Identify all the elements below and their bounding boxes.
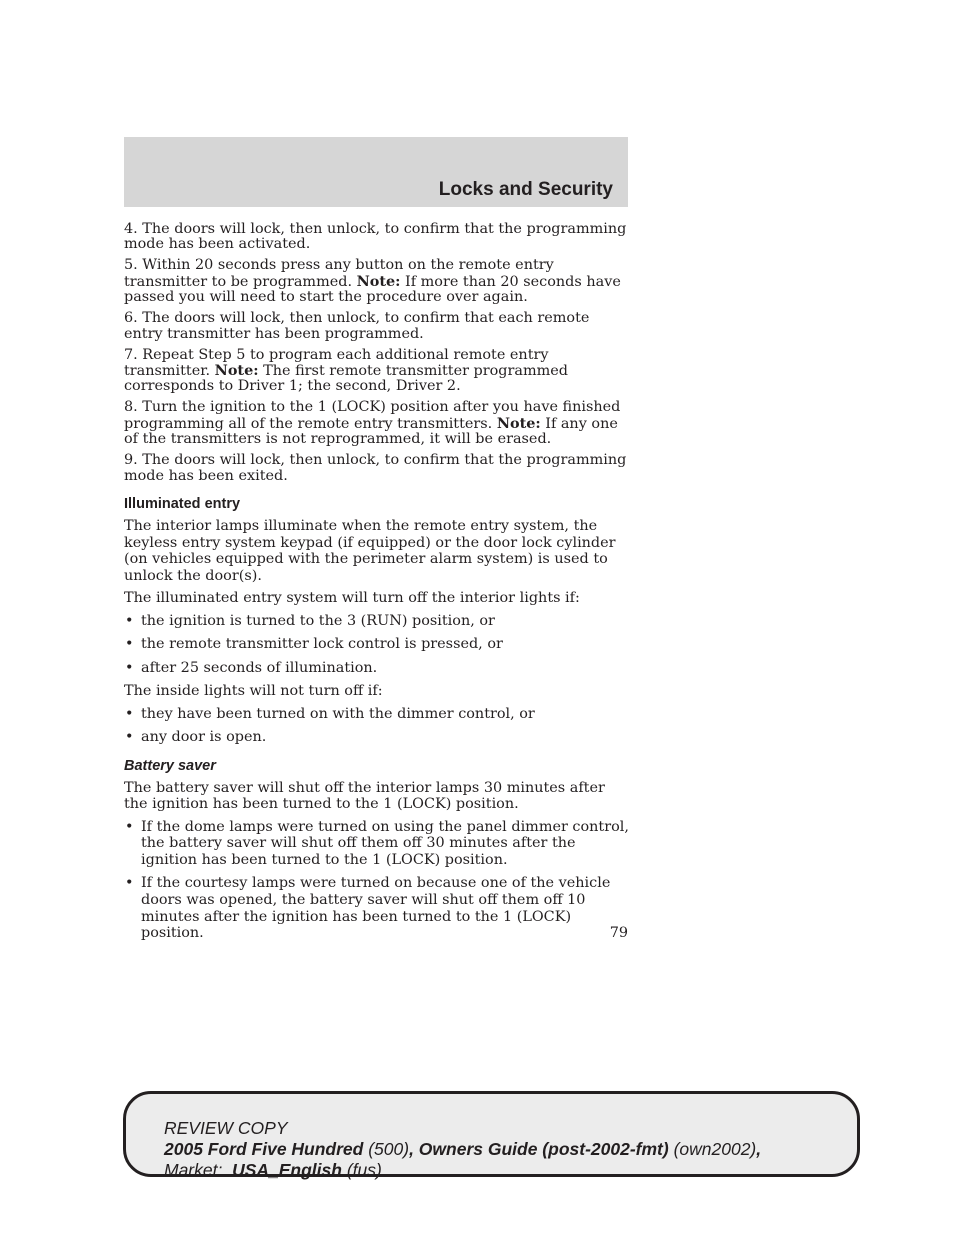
page-number: 79: [609, 925, 628, 941]
market-value: USA_English: [232, 1160, 342, 1180]
list-item: [124, 819, 629, 869]
list-item-text: after 25 seconds of illumination.: [141, 659, 378, 676]
list-item: [124, 729, 629, 746]
step-6: 6. The doors will lock, then unlock, to confirm that each remote entry transmitter has been programmed.: [124, 310, 590, 342]
footer-text: [164, 1118, 761, 1181]
list-item: [124, 660, 629, 677]
step-7-note-text: The first remote transmitter programmed corresponds to Driver 1; the second, Driver 2.: [124, 363, 569, 395]
list-item-text: the remote transmitter lock control is pressed, or: [141, 636, 503, 653]
illuminated-entry-intro: The interior lamps illuminate when the remote entry system, the keyless entry system keypad (if equipped) or the door lock cylinder (on vehicles equipped with the perimeter alarm system) is used to unlock the door(s).: [124, 518, 616, 584]
bullet-icon: •: [125, 705, 134, 722]
list-item-text: any door is open.: [141, 729, 267, 746]
section-header-band: [124, 137, 628, 207]
list-item: [124, 875, 629, 941]
list-item: [124, 613, 629, 630]
step-4: 4. The doors will lock, then unlock, to confirm that the programming mode has been activated.: [124, 221, 627, 253]
list-item-text: If the dome lamps were turned on using the panel dimmer control, the battery saver will shut off them off 30 minutes after the ignition has been turned to the 1 (LOCK) position.: [141, 818, 629, 869]
step-5-text: 5. Within 20 seconds press any button on the remote entry transmitter to be programmed.: [124, 257, 554, 290]
step-9: 9. The doors will lock, then unlock, to confirm that the programming mode has been exited.: [124, 452, 627, 484]
market-line: [164, 1160, 761, 1181]
turn-off-list: [124, 613, 629, 676]
page-content: [124, 222, 629, 949]
step-7-note-label: Note:: [214, 362, 259, 380]
step-8: [124, 400, 629, 447]
step-5: [124, 258, 629, 305]
guide-code: (own2002): [668, 1139, 757, 1159]
bullet-icon: •: [125, 613, 134, 630]
stay-on-lead: The inside lights will not turn off if:: [124, 683, 383, 700]
step-8-note-text: If any one of the transmitters is not reprogrammed, it will be erased.: [124, 415, 618, 448]
battery-saver-list: [124, 819, 629, 942]
bullet-icon: •: [125, 818, 134, 835]
illuminated-entry-heading: Illuminated entry: [124, 496, 241, 513]
list-item: [124, 636, 629, 653]
review-copy-label: REVIEW COPY: [164, 1118, 288, 1138]
step-7: [124, 348, 629, 395]
step-8-note-label: Note:: [496, 414, 541, 432]
list-item: [124, 706, 629, 723]
step-5-note-text: If more than 20 seconds have passed you will need to start the procedure over again.: [124, 273, 621, 306]
guide-name: , Owners Guide (post-2002-fmt): [409, 1139, 669, 1159]
list-item-text: If the courtesy lamps were turned on because one of the vehicle doors was opened, the battery saver will shut off them off 10 minutes after the ignition has been turned to the 1 (LOCK) position.: [141, 875, 611, 942]
battery-saver-intro: The battery saver will shut off the interior lamps 30 minutes after the ignition has been turned to the 1 (LOCK) position.: [124, 779, 605, 813]
turn-off-lead: The illuminated entry system will turn off the interior lights if:: [124, 590, 580, 607]
bullet-icon: •: [125, 636, 134, 653]
list-item-text: the ignition is turned to the 3 (RUN) position, or: [141, 613, 495, 630]
list-item-text: they have been turned on with the dimmer control, or: [141, 705, 535, 722]
market-label: Market:: [164, 1160, 233, 1180]
bullet-icon: •: [125, 729, 134, 746]
step-7-text: 7. Repeat Step 5 to program each additional remote entry transmitter.: [124, 346, 549, 380]
step-8-text: 8. Turn the ignition to the 1 (LOCK) position after you have finished programming all of the remote entry transmitters.: [124, 399, 621, 432]
market-code: (fus): [341, 1160, 382, 1180]
section-title: Locks and Security: [438, 179, 613, 200]
model-name: 2005 Ford Five Hundred: [164, 1139, 364, 1159]
stay-on-list: [124, 706, 629, 746]
bullet-icon: •: [125, 659, 134, 676]
battery-saver-heading: Battery saver: [124, 757, 216, 774]
publication-line: [164, 1139, 761, 1160]
model-code: (500): [363, 1139, 410, 1159]
separator: ,: [756, 1139, 762, 1159]
step-5-note-label: Note:: [356, 272, 401, 290]
bullet-icon: •: [125, 875, 134, 892]
review-copy-footer: [123, 1091, 860, 1180]
